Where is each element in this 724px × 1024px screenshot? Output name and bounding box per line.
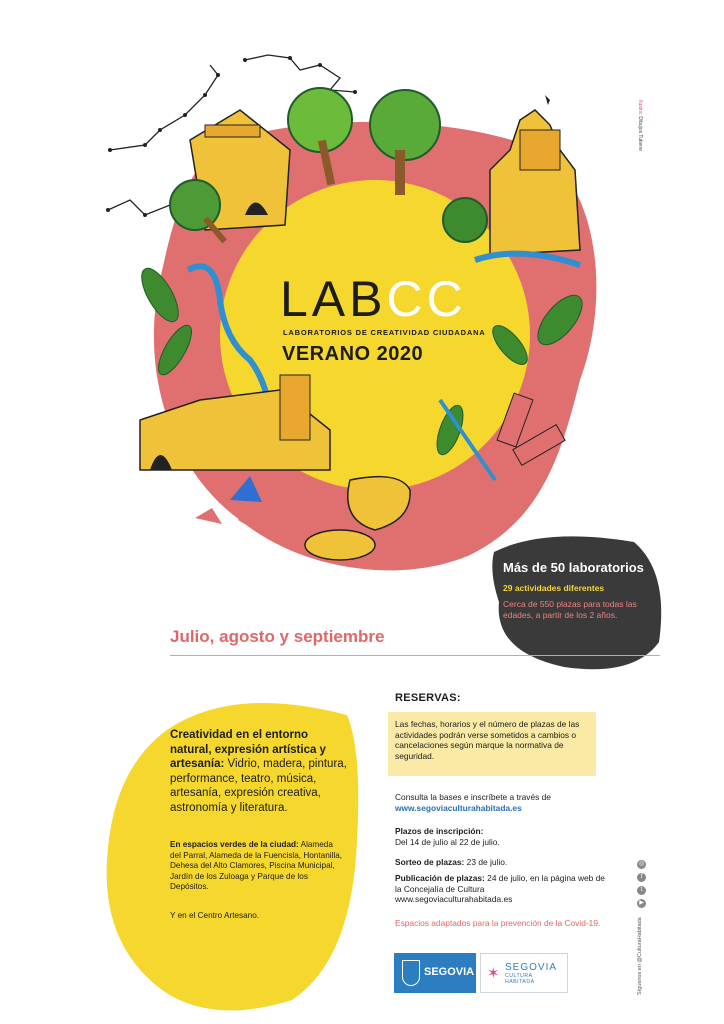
crest-icon — [402, 960, 420, 986]
castle-icon — [475, 95, 580, 265]
website-link[interactable]: www.segoviaculturahabitada.es — [395, 802, 522, 813]
stats-headline: Más de 50 laboratorios — [503, 560, 644, 575]
reservas-heading: RESERVAS: — [395, 692, 461, 704]
publicacion-info: Publicación de plazas: 24 de julio, en la página web de la Concejalía de Cultura www.segoviaculturahabitada.es — [395, 873, 605, 905]
spaces-text: En espacios verdes de la ciudad: Alameda del Parral, Alameda de la Fuencisla, Hontanilla, Dehesa del Alto Clamores, Piscina Municipal, Jardín de los Zuloaga y Parque de los Depósitos. — [170, 840, 343, 891]
consulta-text: Consulta la bases e inscríbete a través de www.segoviaculturahabitada.es — [395, 792, 551, 813]
reservas-note: Las fechas, horarios y el número de plazas de las actividades podrán verse sometidos a cambios o cancelaciones según marque la normativa de seguridad. — [388, 712, 596, 776]
logo-subtitle: LABORATORIOS DE CREATIVIDAD CIUDADANA — [283, 328, 486, 337]
stats-box — [503, 560, 653, 621]
covid-note: Espacios adaptados para la prevención de la Covid-19. — [395, 918, 601, 928]
star-icon: ✶ — [487, 965, 500, 982]
inscripcion-info: Plazos de inscripción: Del 14 de julio al 22 de julio. — [395, 826, 500, 847]
edition-label: VERANO 2020 — [282, 343, 424, 365]
spaces-extra: Y en el Centro Artesano. — [170, 911, 260, 920]
creativity-text: Creatividad en el entorno natural, expresión artística y artesanía: Vidrio, madera, pintura, performance, teatro, música, artesanía, expresión creativa, astronomía y literatura. — [170, 729, 347, 814]
youtube-icon[interactable]: ▶ — [637, 899, 646, 908]
facebook-icon[interactable]: f — [637, 873, 646, 882]
dates-heading: Julio, agosto y septiembre — [170, 627, 385, 646]
stats-activities: 29 actividades diferentes — [503, 583, 605, 593]
social-handle: Síguenos en @CulturaHabitada — [637, 917, 643, 995]
divider — [170, 655, 660, 656]
illustration-credit: Ilustra: Dibujos Tutiene — [637, 100, 643, 151]
cultura-habitada-logo: ✶ SEGOVIA CULTURA HABITADA — [480, 953, 568, 993]
twitter-icon[interactable]: t — [637, 886, 646, 895]
instagram-icon[interactable]: ◎ — [638, 861, 645, 867]
logo-title: LABCC — [280, 271, 467, 327]
stats-places: Cerca de 550 plazas para todas las edades, a partir de los 2 años. — [503, 599, 637, 620]
sorteo-info: Sorteo de plazas: 23 de julio. — [395, 857, 508, 867]
segovia-logo: SEGOVIA — [394, 953, 476, 993]
